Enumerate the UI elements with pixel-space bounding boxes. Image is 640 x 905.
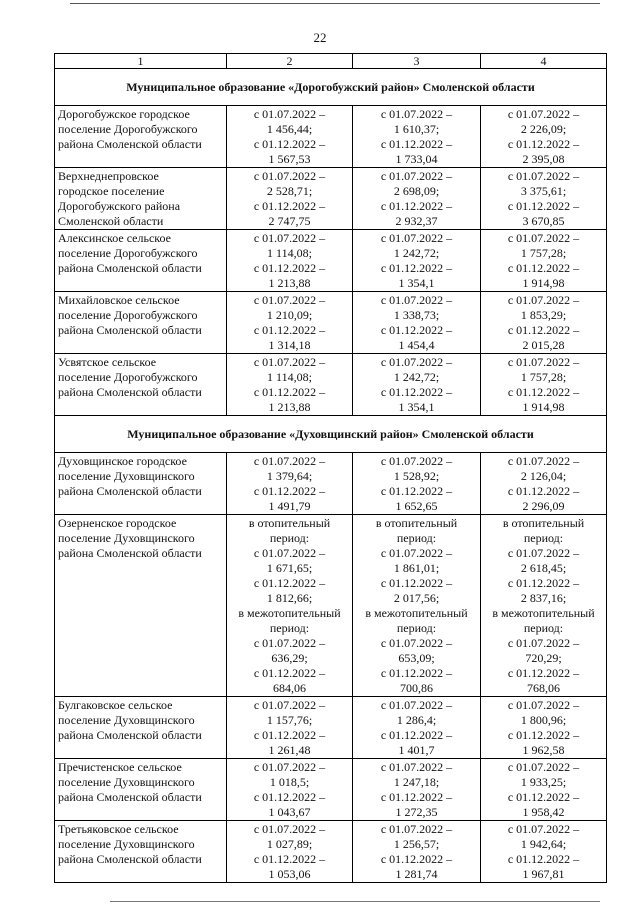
section-title: Муниципальное образование «Духовщинский район» Смоленской области — [55, 416, 607, 453]
tariff-cell-col4 — [481, 697, 607, 759]
tariff-line: 2 528,71; — [266, 184, 313, 198]
tariff-line: с 01.07.2022 – — [507, 107, 580, 121]
tariff-cell-col2 — [227, 230, 353, 292]
tariff-line: 1 286,4; — [396, 713, 437, 727]
tariff-cell-col3 — [353, 697, 481, 759]
tariff-line: с 01.07.2022 – — [380, 231, 453, 245]
tariff-cell-col2 — [227, 821, 353, 883]
tariff-line: с 01.07.2022 – — [380, 546, 453, 560]
settlement-name-line: района Смоленской области — [58, 852, 202, 866]
tariff-line: с 01.12.2022 – — [507, 576, 580, 590]
settlement-name-line: Усвятское сельское — [58, 355, 157, 369]
tariff-cell-col2 — [227, 759, 353, 821]
tariff-line: с 01.12.2022 – — [380, 484, 453, 498]
tariff-cell-col2 — [227, 354, 353, 416]
column-number-4: 4 — [481, 54, 607, 69]
tariff-cell-col4 — [481, 292, 607, 354]
tariff-line: с 01.12.2022 – — [380, 261, 453, 275]
tariff-line: с 01.07.2022 – — [253, 107, 326, 121]
section-header-row — [55, 416, 607, 453]
tariff-line: 2 747,75 — [268, 214, 311, 228]
tariff-line: 2 837,16; — [520, 591, 567, 605]
tariff-line: с 01.12.2022 – — [253, 137, 326, 151]
tariff-line: с 01.12.2022 – — [507, 385, 580, 399]
tariff-line: 1 671,65; — [266, 561, 313, 575]
top-border-line — [70, 3, 600, 4]
tariff-line: 1 314,18 — [268, 338, 311, 352]
tariff-cell-col3 — [353, 168, 481, 230]
tariff-line: 1 914,98 — [522, 276, 565, 290]
settlement-name-cell — [55, 759, 227, 821]
tariff-line: 1 242,72; — [393, 370, 440, 384]
settlement-name-line: Третьяковское сельское — [58, 822, 179, 836]
tariff-line: с 01.12.2022 – — [253, 666, 326, 680]
tariff-line: с 01.07.2022 – — [380, 454, 453, 468]
tariff-line: с 01.12.2022 – — [507, 484, 580, 498]
tariff-line: 720,29; — [525, 651, 562, 665]
tariff-line: с 01.07.2022 – — [507, 231, 580, 245]
tariff-line: 1 942,64; — [520, 837, 567, 851]
tariff-line: 1 733,04 — [395, 152, 438, 166]
tariff-line: 1 261,48 — [268, 743, 311, 757]
table-row — [55, 821, 607, 883]
tariff-line: 1 933,25; — [520, 775, 567, 789]
tariff-line: 2 126,04; — [520, 469, 567, 483]
tariff-line: с 01.12.2022 – — [507, 728, 580, 742]
tariff-cell-col2 — [227, 292, 353, 354]
tariff-line: с 01.12.2022 – — [253, 199, 326, 213]
tariff-line: с 01.12.2022 – — [507, 261, 580, 275]
tariff-line: 2 296,09 — [522, 499, 565, 513]
settlement-name-line: Михайловское сельское — [58, 293, 180, 307]
table-row — [55, 697, 607, 759]
column-number-3: 3 — [353, 54, 481, 69]
tariff-line: 700,86 — [400, 681, 433, 695]
settlement-name-line: Смоленской области — [58, 214, 164, 228]
settlement-name-cell — [55, 106, 227, 168]
settlement-name-line: района Смоленской области — [58, 385, 202, 399]
tariff-line: с 01.07.2022 – — [253, 698, 326, 712]
tariff-cell-col2 — [227, 515, 353, 697]
settlement-name-cell — [55, 515, 227, 697]
tariff-cell-col2 — [227, 453, 353, 515]
section-header-row — [55, 69, 607, 106]
settlement-name-line: Дорогобужское городское — [58, 107, 190, 121]
table-row — [55, 453, 607, 515]
tariff-line: с 01.07.2022 – — [380, 169, 453, 183]
tariff-line: 636,29; — [271, 651, 308, 665]
tariff-line: 1 454,4 — [398, 338, 435, 352]
tariff-line: в отопительный — [375, 516, 458, 530]
tariff-line: с 01.07.2022 – — [507, 698, 580, 712]
tariff-cell-col4 — [481, 354, 607, 416]
tariff-line: с 01.12.2022 – — [380, 199, 453, 213]
tariff-line: 2 017,56; — [393, 591, 440, 605]
tariff-line: 1 967,81 — [522, 867, 565, 881]
settlement-name-line: района Смоленской области — [58, 546, 202, 560]
tariff-line: 1 652,65 — [395, 499, 438, 513]
tariff-cell-col4 — [481, 821, 607, 883]
table-row — [55, 168, 607, 230]
tariff-cell-col3 — [353, 515, 481, 697]
tariff-line: 1 281,74 — [395, 867, 438, 881]
column-number-2: 2 — [227, 54, 353, 69]
settlement-name-line: района Смоленской области — [58, 323, 202, 337]
tariff-line: с 01.12.2022 – — [507, 852, 580, 866]
tariff-line: с 01.07.2022 – — [507, 293, 580, 307]
tariff-line: с 01.07.2022 – — [380, 636, 453, 650]
tariff-cell-col4 — [481, 515, 607, 697]
tariff-line: с 01.12.2022 – — [507, 666, 580, 680]
tariff-line: с 01.07.2022 – — [253, 822, 326, 836]
settlement-name-cell — [55, 821, 227, 883]
tariff-line: с 01.07.2022 – — [380, 293, 453, 307]
tariff-cell-col2 — [227, 697, 353, 759]
tariff-line: с 01.12.2022 – — [507, 137, 580, 151]
settlement-name-line: Озерненское городское — [58, 516, 177, 530]
tariff-line: с 01.07.2022 – — [253, 355, 326, 369]
tariff-line: с 01.07.2022 – — [253, 760, 326, 774]
tariff-line: 653,09; — [398, 651, 435, 665]
tariff-line: с 01.07.2022 – — [380, 698, 453, 712]
table-row — [55, 292, 607, 354]
tariff-line: 2 015,28 — [522, 338, 565, 352]
settlement-name-line: поселение Духовщинского — [58, 775, 195, 789]
table-row — [55, 354, 607, 416]
tariff-line: с 01.07.2022 – — [507, 454, 580, 468]
tariff-line: с 01.12.2022 – — [380, 790, 453, 804]
tariff-line: с 01.12.2022 – — [380, 137, 453, 151]
tariff-line: 768,06 — [527, 681, 560, 695]
tariff-line: 1 456,44; — [266, 122, 313, 136]
tariff-line: с 01.07.2022 – — [253, 636, 326, 650]
tariff-line: 3 375,61; — [520, 184, 567, 198]
tariff-line: с 01.12.2022 – — [507, 323, 580, 337]
tariff-line: 1 210,09; — [266, 308, 313, 322]
tariff-line: в отопительный — [502, 516, 585, 530]
tariff-line: 1 401,7 — [398, 743, 435, 757]
tariff-cell-col3 — [353, 106, 481, 168]
tariff-cell-col2 — [227, 106, 353, 168]
tariff-line: с 01.07.2022 – — [253, 169, 326, 183]
tariff-line: период: — [396, 621, 437, 635]
tariff-line: с 01.12.2022 – — [507, 790, 580, 804]
tariff-line: с 01.07.2022 – — [253, 454, 326, 468]
column-number-row — [55, 54, 607, 69]
tariff-line: 1 114,08; — [267, 370, 312, 384]
tariff-line: период: — [269, 531, 310, 545]
tariff-line: 1 379,64; — [266, 469, 313, 483]
settlement-name-line: поселение Духовщинского — [58, 713, 195, 727]
tariff-line: период: — [523, 531, 564, 545]
tariff-cell-col4 — [481, 168, 607, 230]
tariff-line: 1 958,42 — [522, 805, 565, 819]
tariff-line: с 01.07.2022 – — [380, 355, 453, 369]
tariff-cell-col3 — [353, 354, 481, 416]
tariff-line: с 01.07.2022 – — [507, 636, 580, 650]
settlement-name-line: Булгаковское сельское — [58, 698, 173, 712]
tariff-cell-col4 — [481, 759, 607, 821]
tariff-line: период: — [523, 621, 564, 635]
settlement-name-line: поселение Духовщинского — [58, 837, 195, 851]
tariff-line: 1 491,79 — [268, 499, 311, 513]
tariff-line: 684,06 — [273, 681, 306, 695]
tariff-line: 1 914,98 — [522, 400, 565, 414]
tariff-line: в отопительный — [248, 516, 331, 530]
tariff-line: 1 757,28; — [520, 370, 567, 384]
page-number: 22 — [313, 30, 327, 45]
bottom-border-line — [110, 901, 600, 902]
tariff-line: 1 812,66; — [266, 591, 313, 605]
settlement-name-line: района Смоленской области — [58, 728, 202, 742]
tariff-cell-col3 — [353, 292, 481, 354]
tariff-line: с 01.07.2022 – — [380, 760, 453, 774]
tariff-line: 1 861,01; — [393, 561, 440, 575]
tariff-cell-col3 — [353, 453, 481, 515]
tariff-line: с 01.12.2022 – — [507, 199, 580, 213]
settlement-name-line: Верхнеднепровское — [58, 169, 159, 183]
tariff-cell-col3 — [353, 821, 481, 883]
tariff-cell-col4 — [481, 230, 607, 292]
tariff-line: 1 354,1 — [398, 400, 435, 414]
tariff-line: 1 043,67 — [268, 805, 311, 819]
tariff-line: 2 618,45; — [520, 561, 567, 575]
tariff-line: 1 757,28; — [520, 246, 567, 260]
tariff-line: в межотопительный — [365, 606, 468, 620]
tariff-line: в межотопительный — [238, 606, 341, 620]
settlement-name-line: района Смоленской области — [58, 261, 202, 275]
tariff-line: 1 610,37; — [393, 122, 440, 136]
tariff-line: период: — [396, 531, 437, 545]
settlement-name-line: района Смоленской области — [58, 137, 202, 151]
tariff-line: 1 213,88 — [268, 400, 311, 414]
tariff-line: с 01.07.2022 – — [253, 546, 326, 560]
tariff-line: с 01.07.2022 – — [380, 107, 453, 121]
settlement-name-line: Духовщинское городское — [58, 454, 187, 468]
tariff-cell-col4 — [481, 453, 607, 515]
column-number-1: 1 — [55, 54, 227, 69]
settlement-name-line: поселение Духовщинского — [58, 469, 195, 483]
tariff-line: с 01.12.2022 – — [380, 852, 453, 866]
tariff-line: с 01.12.2022 – — [380, 323, 453, 337]
tariff-line: 1 157,76; — [266, 713, 313, 727]
tariff-cell-col2 — [227, 168, 353, 230]
settlement-name-cell — [55, 453, 227, 515]
settlement-name-line: городское поселение — [58, 184, 165, 198]
tariff-table-body — [55, 54, 607, 883]
table-row — [55, 759, 607, 821]
settlement-name-cell — [55, 354, 227, 416]
tariff-line: с 01.12.2022 – — [380, 728, 453, 742]
tariff-line: с 01.12.2022 – — [253, 261, 326, 275]
settlement-name-line: района Смоленской области — [58, 790, 202, 804]
tariff-cell-col4 — [481, 106, 607, 168]
tariff-line: с 01.12.2022 – — [253, 852, 326, 866]
tariff-line: с 01.07.2022 – — [253, 293, 326, 307]
tariff-cell-col3 — [353, 759, 481, 821]
settlement-name-line: поселение Духовщинского — [58, 531, 195, 545]
settlement-name-line: поселение Дорогобужского — [58, 122, 198, 136]
tariff-line: 1 242,72; — [393, 246, 440, 260]
tariff-line: с 01.12.2022 – — [253, 576, 326, 590]
tariff-line: с 01.07.2022 – — [507, 822, 580, 836]
tariff-line: с 01.12.2022 – — [253, 790, 326, 804]
tariff-line: 1 018,5; — [269, 775, 310, 789]
tariff-line: с 01.12.2022 – — [380, 666, 453, 680]
tariff-line: 1 272,35 — [395, 805, 438, 819]
settlement-name-cell — [55, 168, 227, 230]
tariff-line: 1 213,88 — [268, 276, 311, 290]
settlement-name-line: поселение Дорогобужского — [58, 308, 198, 322]
table-row — [55, 230, 607, 292]
tariff-line: 1 053,06 — [268, 867, 311, 881]
section-title: Муниципальное образование «Дорогобужский район» Смоленской области — [55, 69, 607, 106]
tariff-line: с 01.07.2022 – — [507, 355, 580, 369]
tariff-cell-col3 — [353, 230, 481, 292]
tariff-line: с 01.12.2022 – — [253, 323, 326, 337]
tariff-line: период: — [269, 621, 310, 635]
tariff-line: 1 247,18; — [393, 775, 440, 789]
tariff-line: с 01.07.2022 – — [507, 169, 580, 183]
tariff-line: с 01.07.2022 – — [380, 822, 453, 836]
tariff-line: 1 114,08; — [267, 246, 312, 260]
tariff-line: с 01.07.2022 – — [507, 760, 580, 774]
settlement-name-line: Пречистенское сельское — [58, 760, 182, 774]
tariff-line: 2 226,09; — [520, 122, 567, 136]
tariff-line: 2 932,37 — [395, 214, 438, 228]
tariff-line: в межотопительный — [492, 606, 595, 620]
tariff-line: 2 698,09; — [393, 184, 440, 198]
tariff-line: 1 528,92; — [393, 469, 440, 483]
settlement-name-cell — [55, 697, 227, 759]
settlement-name-cell — [55, 230, 227, 292]
tariff-line: с 01.12.2022 – — [253, 484, 326, 498]
table-row — [55, 515, 607, 697]
tariff-line: 1 256,57; — [393, 837, 440, 851]
tariff-line: с 01.07.2022 – — [507, 546, 580, 560]
settlement-name-line: поселение Дорогобужского — [58, 370, 198, 384]
settlement-name-line: Алексинское сельское — [58, 231, 171, 245]
settlement-name-line: поселение Дорогобужского — [58, 246, 198, 260]
tariff-line: 1 338,73; — [393, 308, 440, 322]
settlement-name-cell — [55, 292, 227, 354]
settlement-name-line: района Смоленской области — [58, 484, 202, 498]
tariff-line: с 01.07.2022 – — [253, 231, 326, 245]
tariff-line: 1 853,29; — [520, 308, 567, 322]
tariff-line: с 01.12.2022 – — [380, 576, 453, 590]
tariff-line: 1 567,53 — [268, 152, 311, 166]
tariff-line: 3 670,85 — [522, 214, 565, 228]
tariff-line: 1 354,1 — [398, 276, 435, 290]
tariff-line: с 01.12.2022 – — [253, 728, 326, 742]
tariff-line: с 01.12.2022 – — [380, 385, 453, 399]
tariff-line: 1 027,89; — [266, 837, 313, 851]
tariff-line: с 01.12.2022 – — [253, 385, 326, 399]
tariff-line: 1 800,96; — [520, 713, 567, 727]
settlement-name-line: Дорогобужского района — [58, 199, 181, 213]
tariff-line: 2 395,08 — [522, 152, 565, 166]
tariff-table — [54, 53, 607, 883]
tariff-line: 1 962,58 — [522, 743, 565, 757]
table-row — [55, 106, 607, 168]
